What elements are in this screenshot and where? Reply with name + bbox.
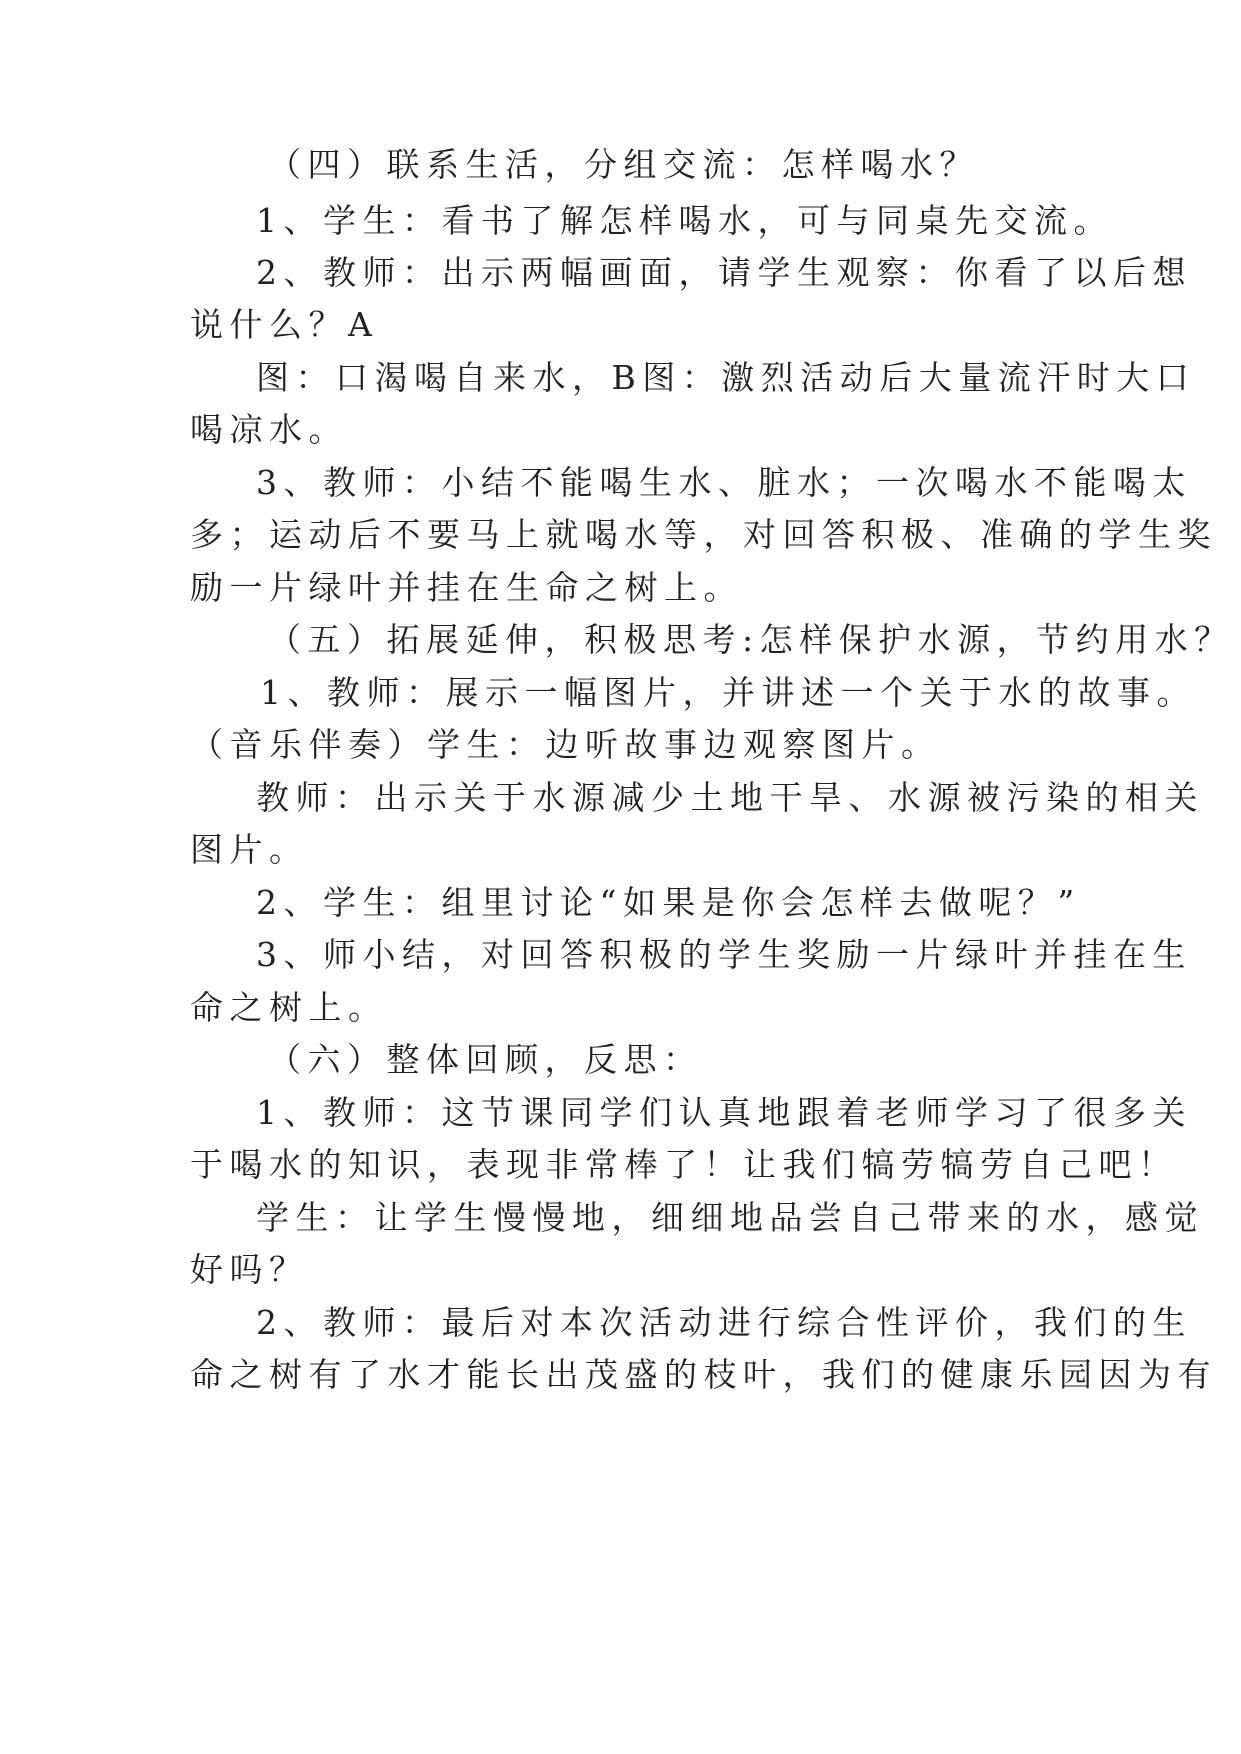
paragraph-line: 1、学生：看书了解怎样喝水，可与同桌先交流。 [256, 201, 1113, 240]
paragraph-line: 2、教师：最后对本次活动进行综合性评价，我们的生 [256, 1303, 1192, 1342]
paragraph-line: 2、学生：组里讨论“如果是你会怎样去做呢？” [256, 883, 1081, 922]
paragraph-line: 说什么？A [190, 305, 379, 344]
paragraph-line: 教师：出示关于水源减少土地干旱、水源被污染的相关 [256, 778, 1204, 817]
paragraph-line: 多；运动后不要马上就喝水等，对回答积极、准确的学生奖 [190, 515, 1217, 554]
paragraph-line: 命之树有了水才能长出茂盛的枝叶，我们的健康乐园因为有 [190, 1355, 1217, 1394]
paragraph-line: （音乐伴奏）学生：边听故事边观察图片。 [190, 725, 941, 764]
paragraph-line: 图片。 [190, 830, 309, 869]
paragraph-line: 命之树上。 [190, 988, 388, 1027]
paragraph-line: 学生：让学生慢慢地，细细地品尝自己带来的水，感觉 [256, 1198, 1204, 1237]
paragraph-line: 3、教师：小结不能喝生水、脏水；一次喝水不能喝太 [256, 463, 1192, 502]
paragraph-line: 2、教师：出示两幅画面，请学生观察：你看了以后想 [256, 253, 1192, 292]
paragraph-line: 于喝水的知识，表现非常棒了！让我们犒劳犒劳自己吧！ [190, 1145, 1178, 1184]
paragraph-line: 喝凉水。 [190, 410, 348, 449]
paragraph-line: 3、师小结，对回答积极的学生奖励一片绿叶并挂在生 [256, 935, 1192, 974]
paragraph-line: 1、教师：这节课同学们认真地跟着老师学习了很多关 [256, 1093, 1192, 1132]
paragraph-line: 图：口渴喝自来水，B图：激烈活动后大量流汗时大口 [256, 358, 1196, 397]
paragraph-line: 励一片绿叶并挂在生命之树上。 [190, 568, 743, 607]
section-heading-4: （四）联系生活，分组交流：怎样喝水？ [268, 145, 979, 184]
paragraph-line: 好吗？ [190, 1250, 309, 1289]
section-heading-5: （五）拓展延伸，积极思考:怎样保护水源，节约用水？ [268, 620, 1234, 659]
section-heading-6: （六）整体回顾，反思： [268, 1040, 703, 1079]
paragraph-line: 1、教师：展示一幅图片，并讲述一个关于水的故事。 [260, 673, 1196, 712]
